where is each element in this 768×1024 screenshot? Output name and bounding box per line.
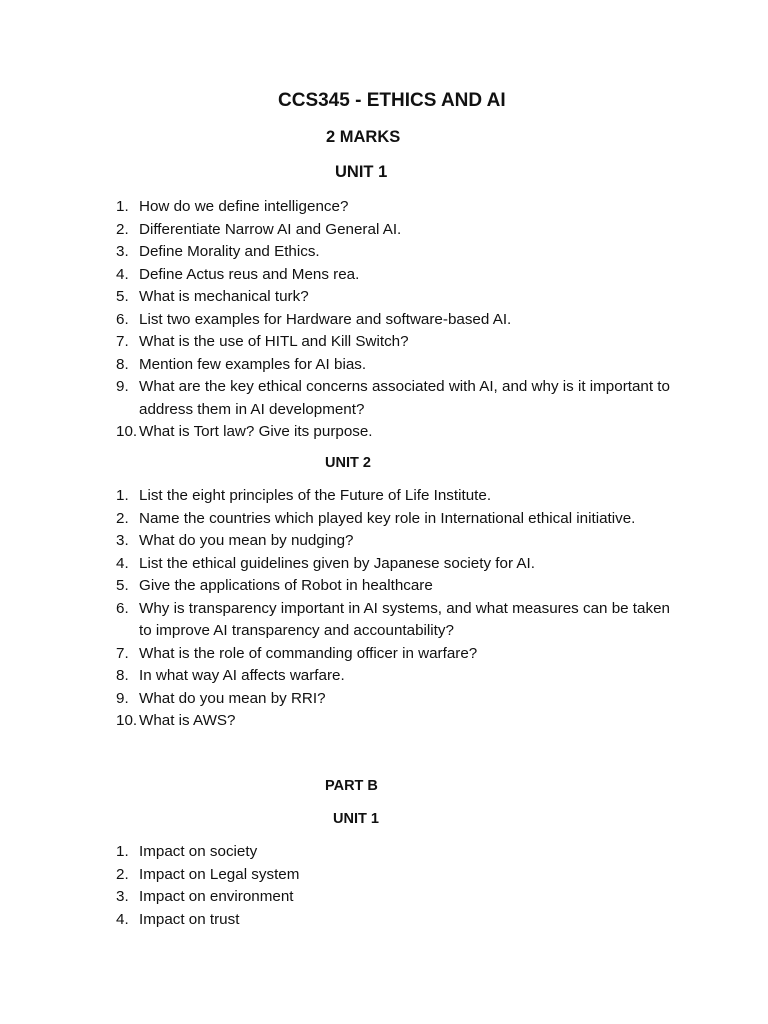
list-item-text: Why is transparency important in AI systems, and what measures can be taken to improve AI transparency and accountability? xyxy=(139,599,670,639)
list-item xyxy=(0,264,684,287)
list-item xyxy=(0,886,684,909)
unit2-question-list xyxy=(0,485,684,733)
list-item-number: 10. xyxy=(116,712,138,729)
list-item xyxy=(0,688,684,711)
list-item-text: Name the countries which played key role in International ethical initiative. xyxy=(139,509,636,527)
partb-unit1-list xyxy=(0,841,684,931)
list-item-text: Define Morality and Ethics. xyxy=(139,243,320,260)
list-item xyxy=(0,841,684,864)
list-item-text: Impact on Legal system xyxy=(139,865,300,883)
list-item-number: 2. xyxy=(116,220,129,238)
unit2-heading: UNIT 2 xyxy=(325,455,371,471)
list-item xyxy=(0,710,684,733)
partb-unit1-heading: UNIT 1 xyxy=(333,811,379,827)
list-item xyxy=(0,331,684,354)
list-item-text: What is AWS? xyxy=(139,712,236,729)
list-item xyxy=(0,196,684,219)
list-item-number: 9. xyxy=(116,689,129,707)
unit1-question-list xyxy=(0,196,684,444)
partb-heading: PART B xyxy=(325,778,378,794)
list-item-text: Define Actus reus and Mens rea. xyxy=(139,265,360,283)
list-item-number: 7. xyxy=(116,644,129,662)
list-item-number: 3. xyxy=(116,888,129,905)
list-item xyxy=(0,643,684,666)
list-item-number: 7. xyxy=(116,333,129,350)
list-item xyxy=(0,864,684,887)
list-item-number: 8. xyxy=(116,667,129,684)
list-item xyxy=(0,309,684,332)
list-item xyxy=(0,530,684,553)
list-item xyxy=(0,286,684,309)
list-item-text: List two examples for Hardware and software-based AI. xyxy=(139,310,512,328)
list-item-number: 2. xyxy=(116,509,129,527)
list-item-text: Give the applications of Robot in healthcare xyxy=(139,577,433,594)
list-item-text: Impact on environment xyxy=(139,888,294,905)
list-item-number: 4. xyxy=(116,910,129,928)
list-item-number: 9. xyxy=(116,378,129,395)
list-item-number: 1. xyxy=(116,487,129,504)
list-item-number: 2. xyxy=(116,865,129,883)
list-item-text: What are the key ethical concerns associated with AI, and why is it important to address them in AI development? xyxy=(139,378,670,418)
list-item xyxy=(0,553,684,576)
list-item-number: 4. xyxy=(116,265,129,283)
list-item-number: 10. xyxy=(116,423,138,440)
list-item-text: List the eight principles of the Future of Life Institute. xyxy=(139,487,492,504)
list-item-number: 1. xyxy=(116,843,129,860)
document-title: CCS345 - ETHICS AND AI xyxy=(278,90,506,111)
list-item xyxy=(0,575,684,598)
list-item-number: 4. xyxy=(116,554,129,572)
list-item-number: 5. xyxy=(116,577,129,594)
list-item-text: Impact on society xyxy=(139,843,258,860)
list-item-text: Mention few examples for AI bias. xyxy=(139,355,367,373)
section-heading-2-marks: 2 MARKS xyxy=(326,128,401,146)
unit1-heading: UNIT 1 xyxy=(335,163,388,181)
list-item-text: List the ethical guidelines given by Japanese society for AI. xyxy=(139,554,535,572)
list-item xyxy=(0,241,684,264)
list-item-number: 1. xyxy=(116,198,129,215)
list-item-number: 8. xyxy=(116,355,129,373)
list-item xyxy=(0,354,684,377)
list-item xyxy=(0,665,684,688)
list-item-number: 6. xyxy=(116,599,129,617)
list-item-text: Differentiate Narrow AI and General AI. xyxy=(139,220,402,238)
list-item xyxy=(0,219,684,242)
list-item-number: 3. xyxy=(116,532,129,549)
list-item-text: What is mechanical turk? xyxy=(139,288,309,305)
list-item-number: 6. xyxy=(116,310,129,328)
list-item xyxy=(0,909,684,932)
list-item xyxy=(0,376,684,421)
list-item xyxy=(0,421,684,444)
list-item-text: What do you mean by nudging? xyxy=(139,532,354,549)
list-item-text: Impact on trust xyxy=(139,910,240,928)
list-item-text: What is the use of HITL and Kill Switch? xyxy=(139,333,409,350)
list-item-text: What is the role of commanding officer in warfare? xyxy=(139,644,478,662)
list-item-number: 3. xyxy=(116,243,129,260)
list-item-text: How do we define intelligence? xyxy=(139,198,349,215)
list-item xyxy=(0,508,684,531)
list-item-text: In what way AI affects warfare. xyxy=(139,667,345,684)
list-item xyxy=(0,598,684,643)
list-item xyxy=(0,485,684,508)
list-item-text: What do you mean by RRI? xyxy=(139,689,326,707)
list-item-text: What is Tort law? Give its purpose. xyxy=(139,423,373,440)
list-item-number: 5. xyxy=(116,288,129,305)
